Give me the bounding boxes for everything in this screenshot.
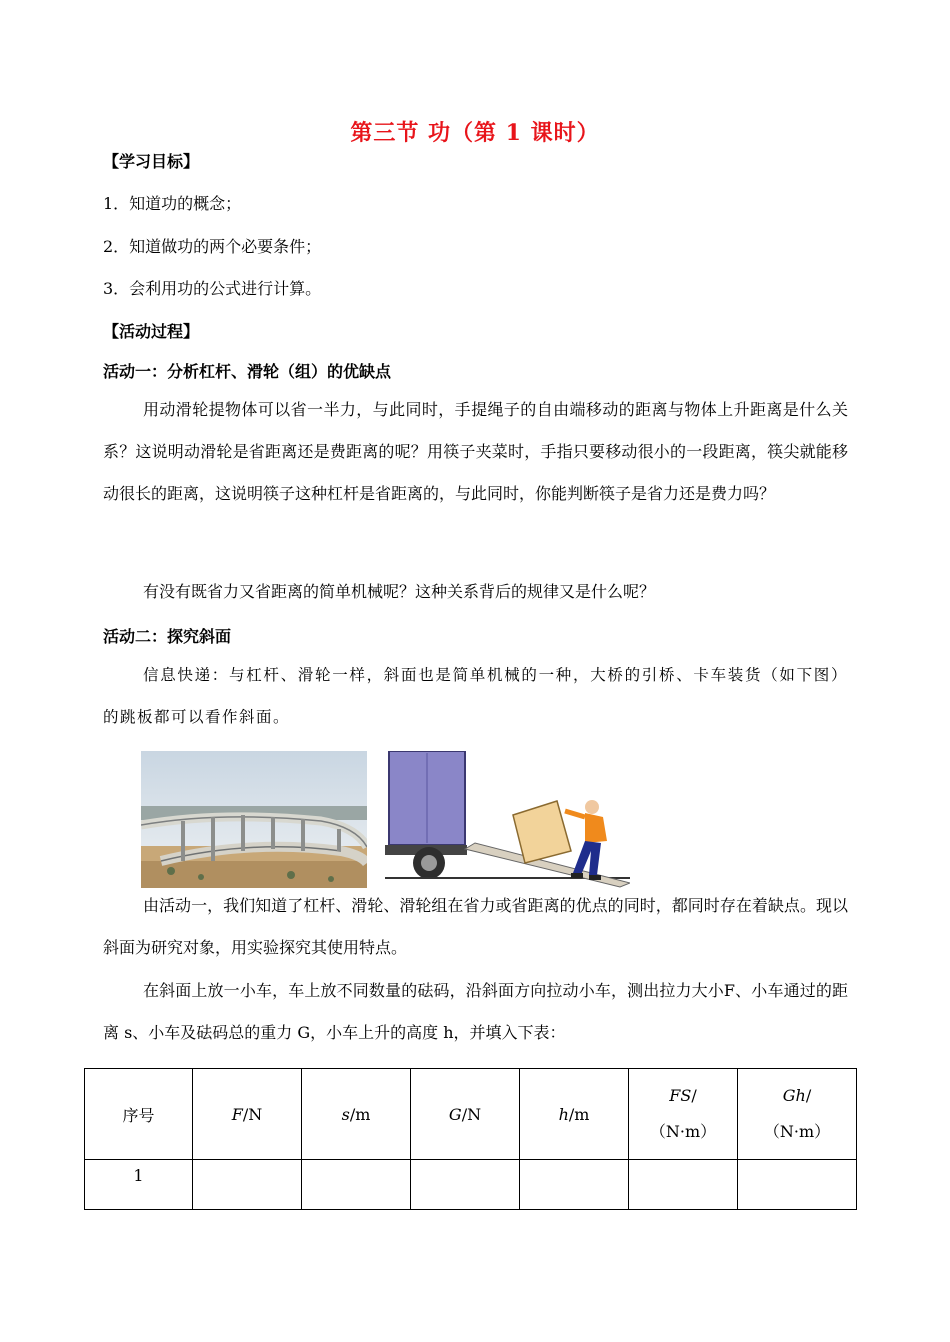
objective-item-1: 1．知道功的概念；: [103, 194, 242, 213]
table-row: [85, 1160, 857, 1210]
table-cell: [302, 1160, 411, 1210]
activity1-paragraph-1: 用动滑轮提物体可以省一半力，与此同时，手提绳子的自由端移动的距离与物体上升距离是什么关系？这说明动滑轮是省距离还是费距离的呢？用筷子夹菜时，手指只要移动很小的一段距离，筷尖就能移动很长的距离，这说明筷子这种杠杆是省距离的，与此同时，你能判断筷子是省力还是费力吗？: [103, 400, 848, 503]
objective-item-3: 3．会利用功的公式进行计算。: [103, 279, 322, 298]
header-cell-force: F/N: [193, 1069, 302, 1160]
header-cell-index: 序号: [85, 1069, 193, 1160]
process-heading: 【活动过程】: [103, 322, 200, 341]
objective-item-2: 2．知道做功的两个必要条件；: [103, 237, 322, 256]
table-cell: 1: [85, 1160, 193, 1210]
experiment-table: [84, 1068, 857, 1210]
activity1-heading: 活动一：分析杠杆、滑轮（组）的优缺点: [103, 362, 392, 381]
header-cell-height: h/m: [520, 1069, 629, 1160]
truck-illustration: [385, 751, 630, 888]
header-cell-distance: s/m: [302, 1069, 411, 1160]
table-cell: [193, 1160, 302, 1210]
table-cell: [411, 1160, 520, 1210]
bridge-illustration: [141, 751, 367, 888]
objectives-heading: 【学习目标】: [103, 152, 200, 171]
header-cell-fs: FS/ （N·m）: [629, 1069, 738, 1160]
table-cell: [520, 1160, 629, 1210]
table-cell: [629, 1160, 738, 1210]
table-header-row: [85, 1069, 857, 1160]
header-cell-gravity: G/N: [411, 1069, 520, 1160]
page-title: 第三节 功（第 1 课时）: [350, 120, 600, 146]
table-cell: [738, 1160, 857, 1210]
truck-loading-image: [385, 751, 630, 888]
info-paragraph: 信息快递：与杠杆、滑轮一样，斜面也是简单机械的一种，大桥的引桥、卡车装货（如下图）的跳板都可以看作斜面。: [103, 666, 848, 726]
activity2-paragraph-1: 由活动一，我们知道了杠杆、滑轮、滑轮组在省力或省距离的优点的同时，都同时存在着缺点。现以斜面为研究对象，用实验探究其使用特点。: [103, 896, 848, 957]
activity2-paragraph-2: 在斜面上放一小车，车上放不同数量的砝码，沿斜面方向拉动小车，测出拉力大小F、小车通过的距离 s、小车及砝码总的重力 G，小车上升的高度 h，并填入下表：: [103, 981, 848, 1042]
activity1-paragraph-2: 有没有既省力又省距离的简单机械呢？这种关系背后的规律又是什么呢？: [143, 582, 656, 601]
header-cell-gh: Gh/ （N·m）: [738, 1069, 857, 1160]
activity2-heading: 活动二：探究斜面: [103, 627, 232, 646]
bridge-image: [141, 751, 367, 888]
